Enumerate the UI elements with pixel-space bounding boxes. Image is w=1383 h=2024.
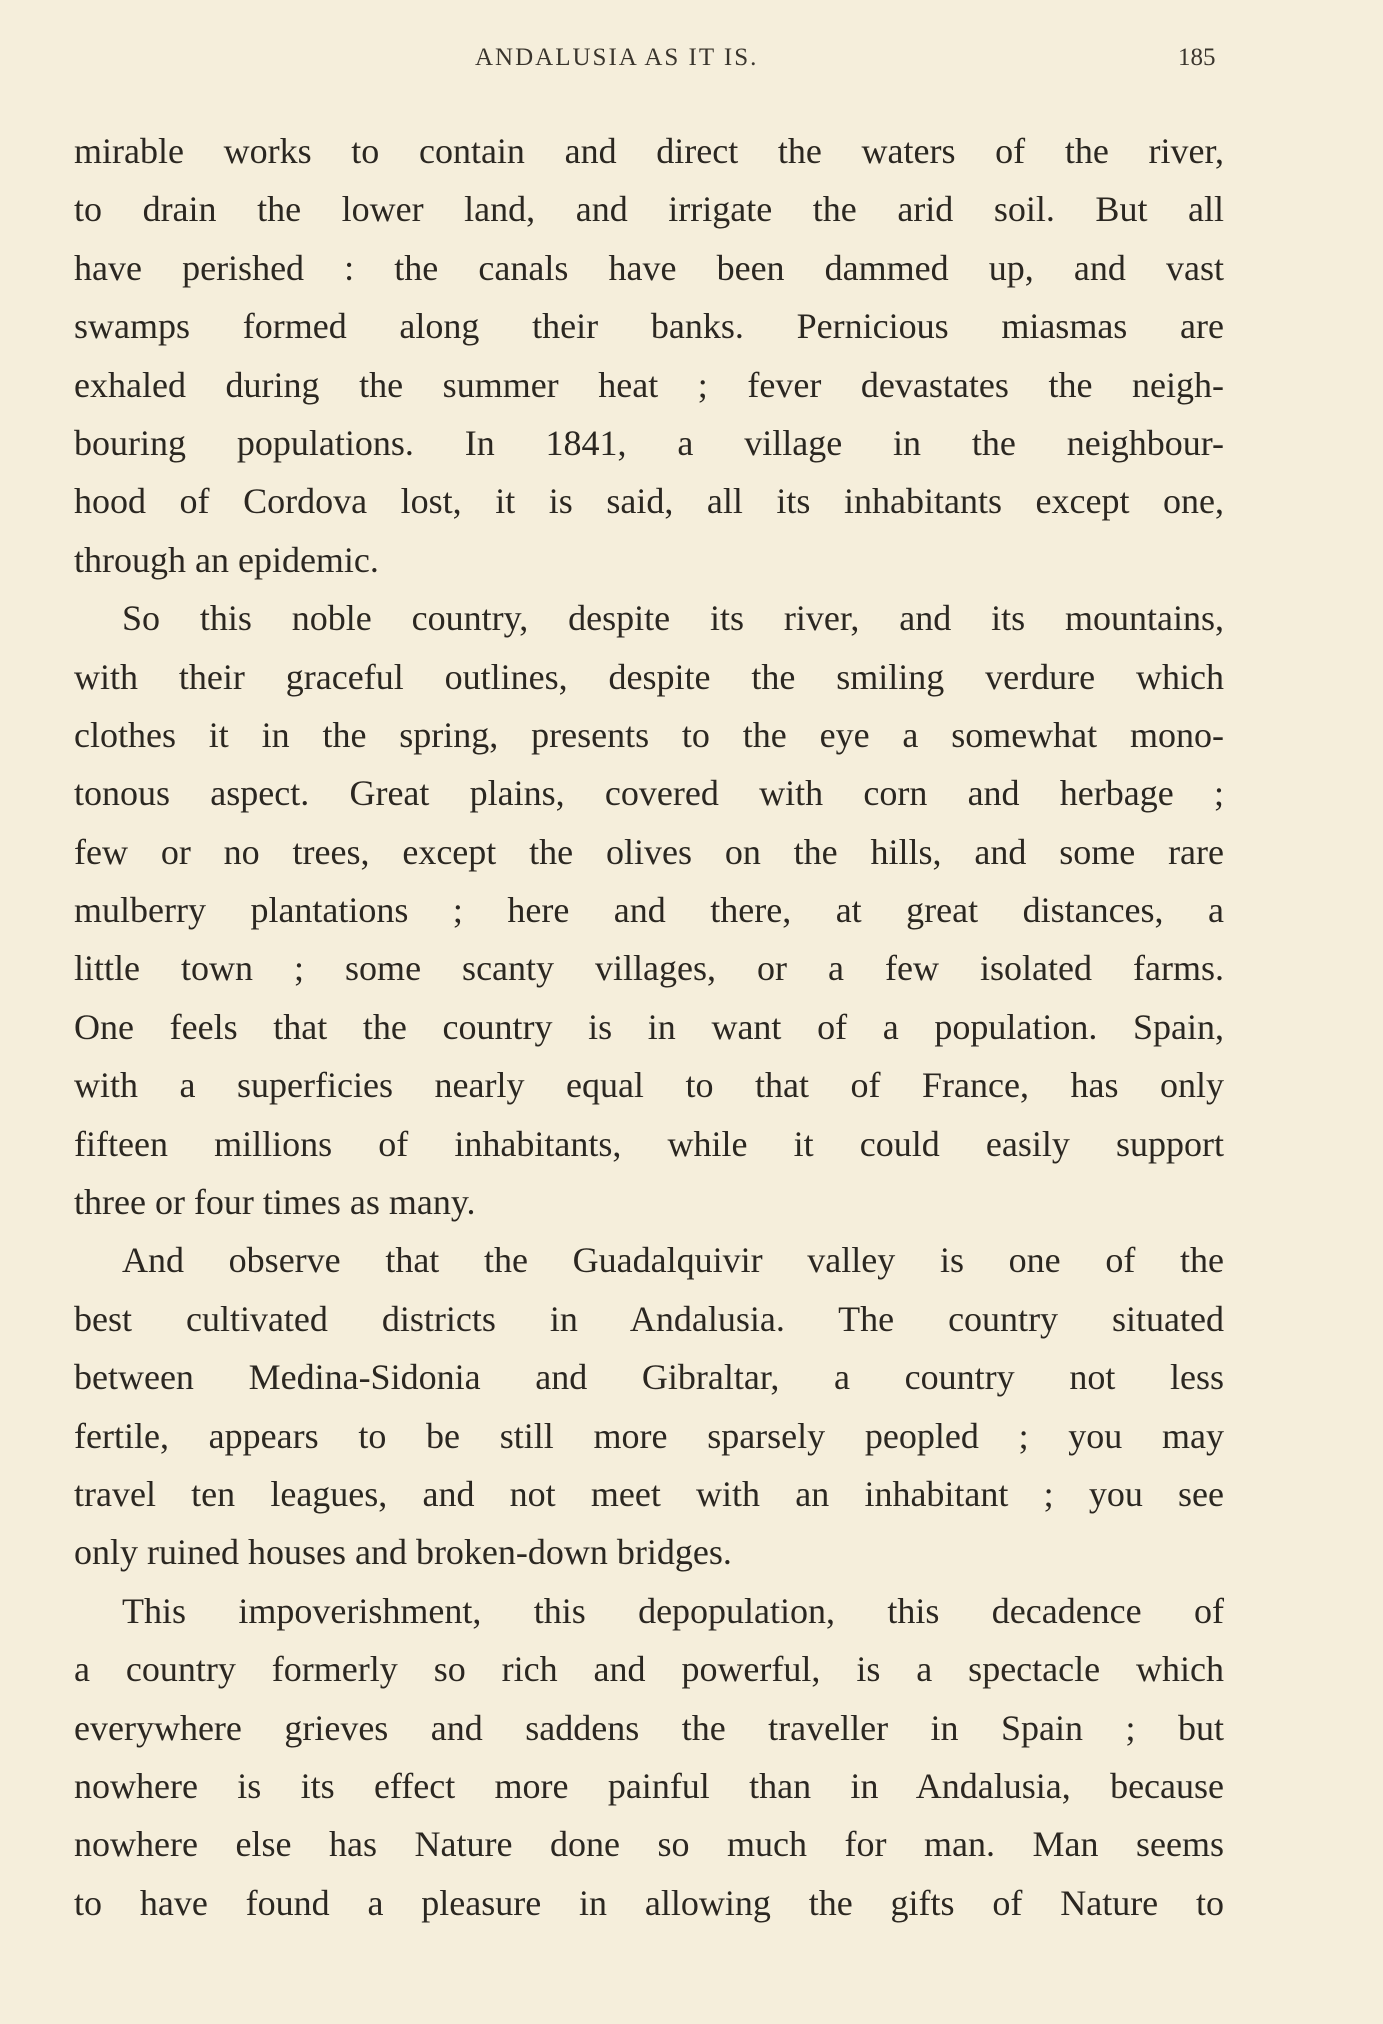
page-number: 185 xyxy=(1178,44,1216,71)
text-line: hood of Cordova lost, it is said, all its inhabitants except one, xyxy=(74,481,1224,522)
text-line: mirable works to contain and direct the waters of the river, xyxy=(74,131,1224,171)
text-line: So this noble country, despite its river, and its mountains, xyxy=(122,598,1224,639)
text-line: between Medina-Sidonia and Gibraltar, a country not less xyxy=(74,1357,1224,1398)
text-line: with their graceful outlines, despite the smiling verdure which xyxy=(74,656,1224,697)
running-title: ANDALUSIA AS IT IS. xyxy=(475,44,759,71)
text-line: swamps formed along their banks. Pernicious miasmas are xyxy=(74,306,1224,347)
text-line: This impoverishment, this depopulation, this decadence of xyxy=(122,1590,1224,1631)
text-line: little town ; some scanty villages, or a few isolated farms. xyxy=(74,948,1224,989)
body-text xyxy=(74,122,1224,1932)
text-line: travel ten leagues, and not meet with an inhabitant ; you see xyxy=(74,1473,1224,1514)
text-line: nowhere else has Nature done so much for man. Man seems xyxy=(74,1824,1224,1865)
text-line: best cultivated districts in Andalusia. The country situated xyxy=(74,1298,1224,1339)
text-line: to drain the lower land, and irrigate the arid soil. But all xyxy=(74,189,1224,230)
running-head xyxy=(0,44,1383,84)
text-line: fertile, appears to be still more sparsely peopled ; you may xyxy=(74,1415,1224,1456)
text-line: exhaled during the summer heat ; fever devastates the neigh- xyxy=(74,364,1224,405)
text-line: through an epidemic. xyxy=(74,539,379,580)
text-line: few or no trees, except the olives on the hills, and some rare xyxy=(74,831,1224,872)
text-line: clothes it in the spring, presents to the eye a somewhat mono- xyxy=(74,714,1224,755)
text-line: nowhere is its effect more painful than in Andalusia, because xyxy=(74,1765,1224,1806)
text-line: One feels that the country is in want of a population. Spain, xyxy=(74,1006,1224,1047)
text-line: have perished : the canals have been dammed up, and vast xyxy=(74,247,1224,288)
text-line: mulberry plantations ; here and there, at great distances, a xyxy=(74,890,1224,931)
text-line: everywhere grieves and saddens the traveller in Spain ; but xyxy=(74,1707,1224,1748)
text-line: with a superficies nearly equal to that of France, has only xyxy=(74,1065,1224,1106)
text-line: And observe that the Guadalquivir valley is one of the xyxy=(122,1240,1224,1281)
text-line: tonous aspect. Great plains, covered with corn and herbage ; xyxy=(74,773,1224,814)
text-line: only ruined houses and broken-down bridges. xyxy=(74,1532,732,1573)
text-line: three or four times as many. xyxy=(74,1182,476,1223)
text-line: to have found a pleasure in allowing the gifts of Nature to xyxy=(74,1882,1224,1923)
text-line: a country formerly so rich and powerful, is a spectacle which xyxy=(74,1649,1224,1690)
text-line: bouring populations. In 1841, a village in the neighbour- xyxy=(74,422,1224,463)
text-line: fifteen millions of inhabitants, while it could easily support xyxy=(74,1123,1224,1164)
